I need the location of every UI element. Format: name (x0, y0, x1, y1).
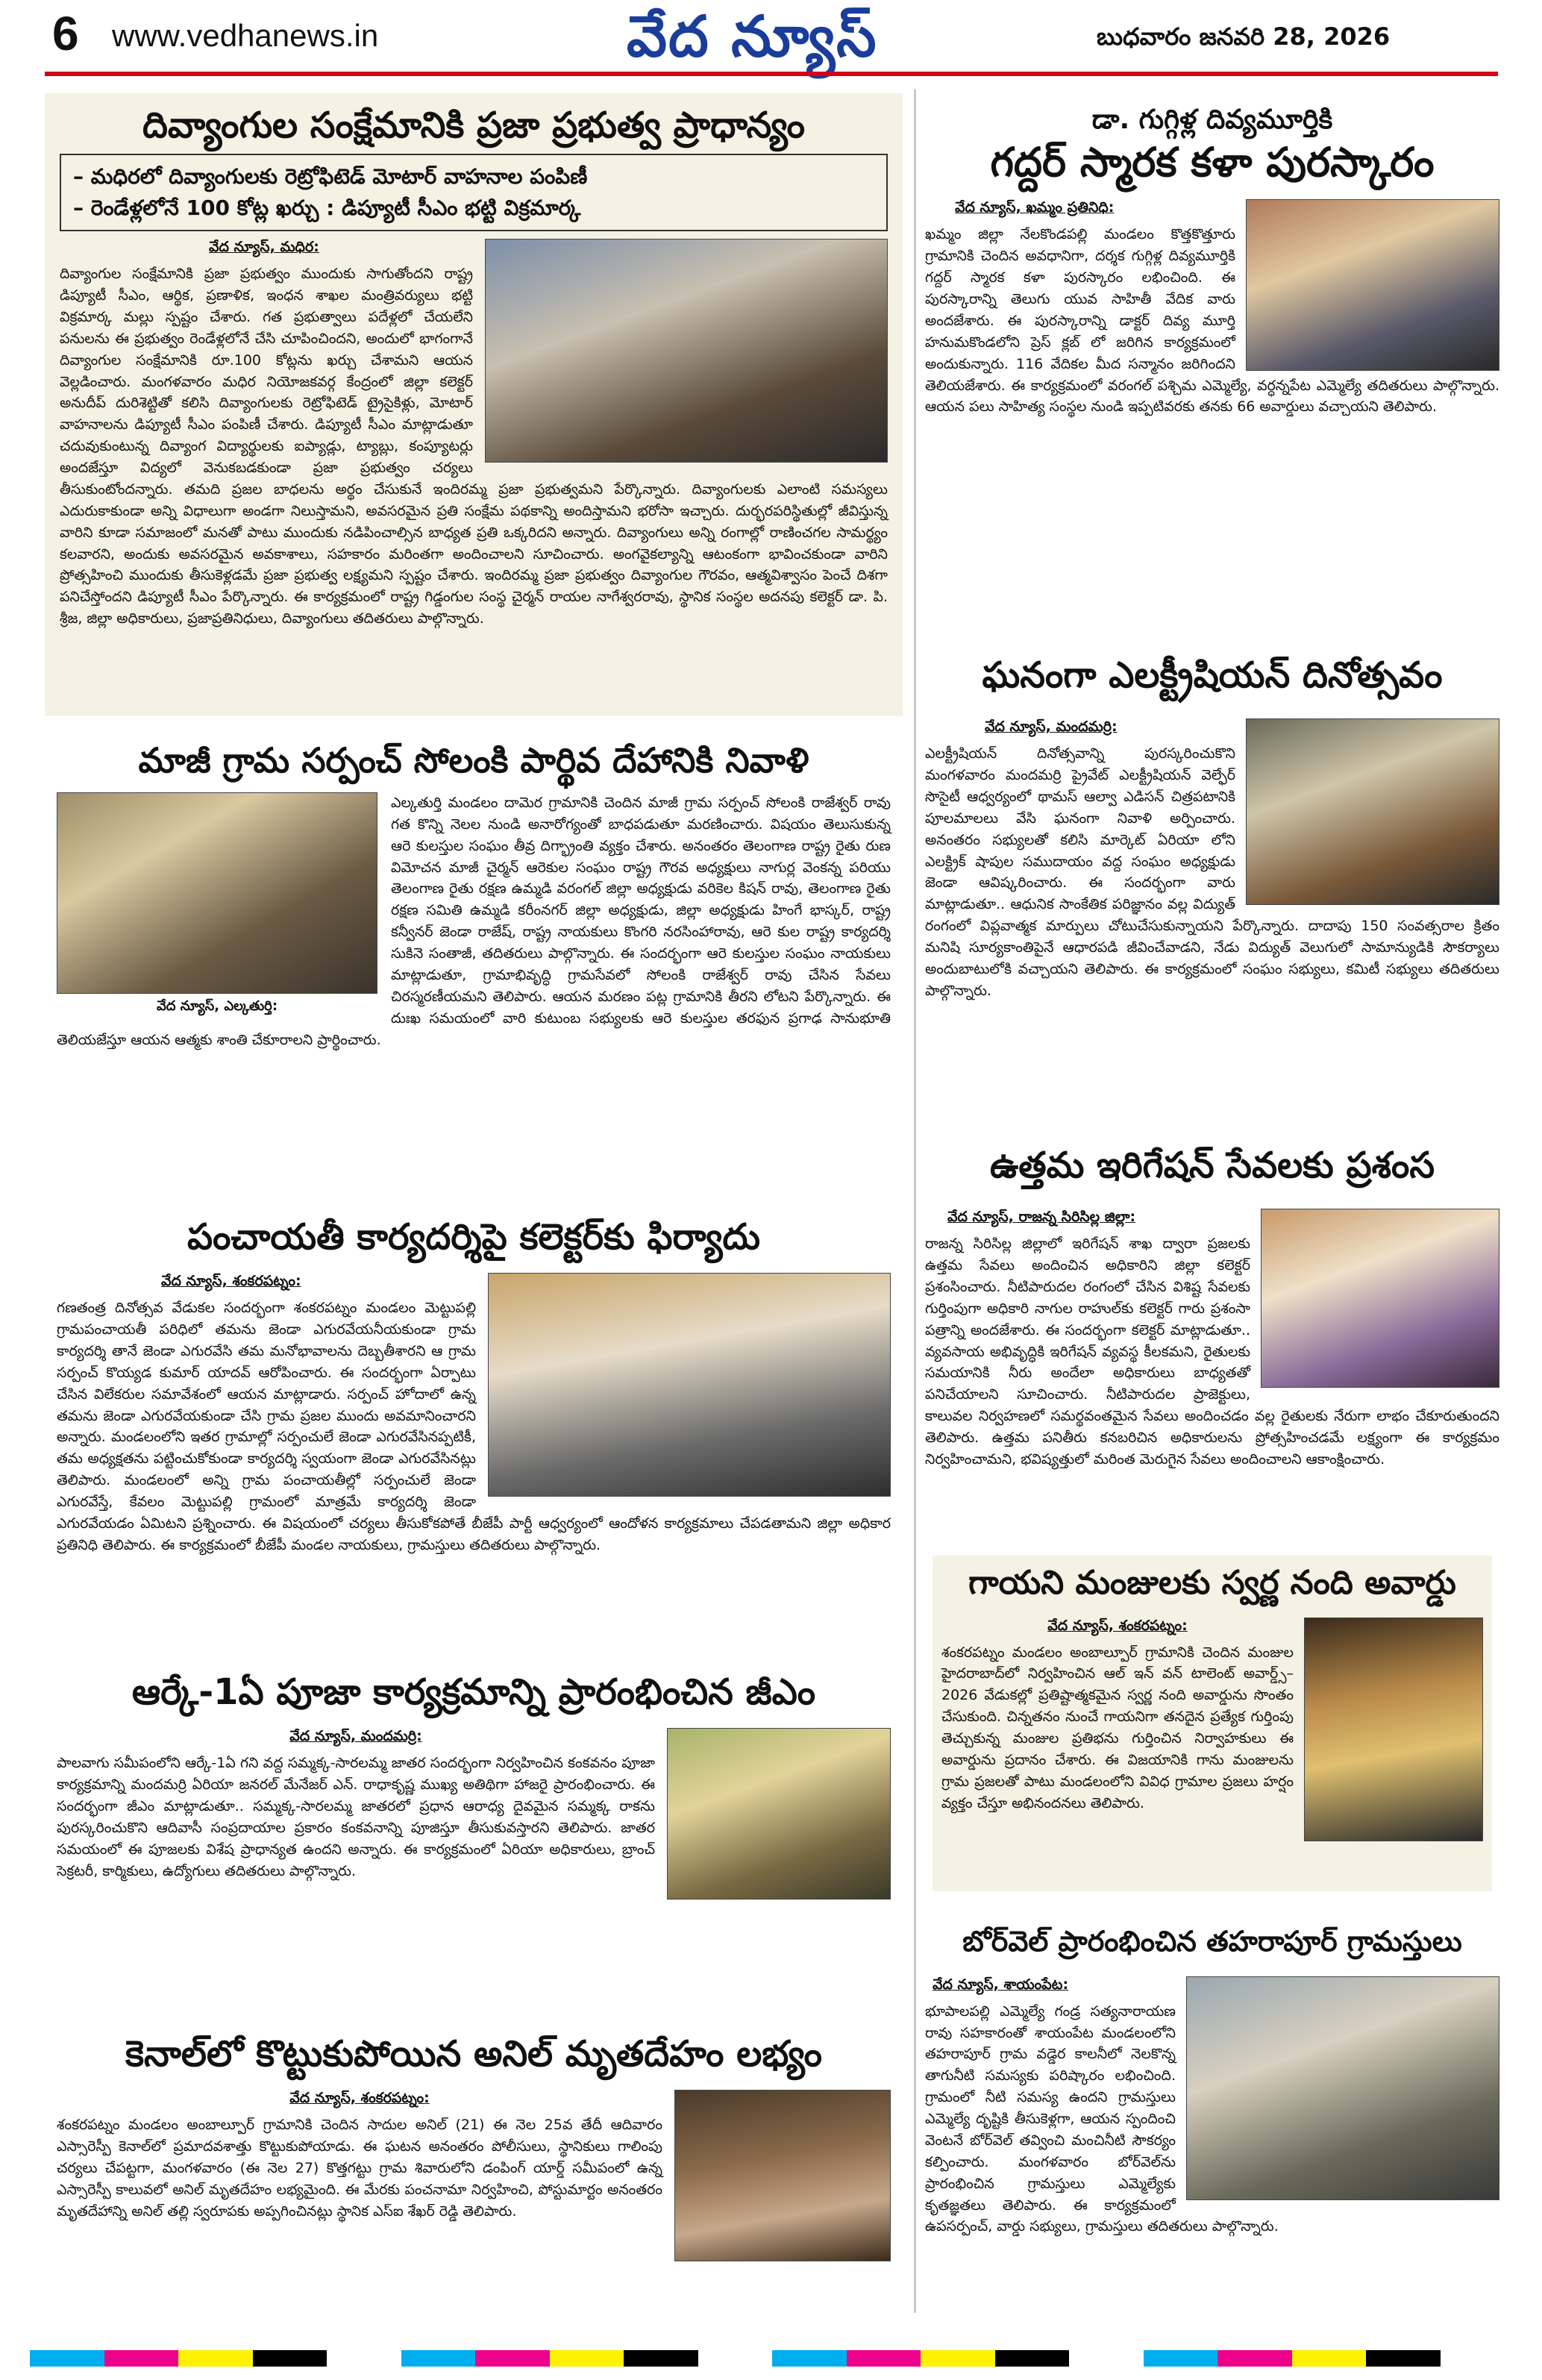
story-headline: బోర్‌వెల్ ప్రారంభించిన తహరాపూర్ గ్రామస్తులు (962, 1925, 1462, 1958)
story-electrician (925, 642, 1499, 1127)
story-photo (1246, 199, 1499, 371)
story-photo (1261, 1209, 1499, 1388)
story-headline: మాజీ గ్రామ సర్పంచ్ సోలంకి పార్థివ దేహానికి నివాళి (138, 740, 809, 780)
photo-caption: వేద న్యూస్, ఎల్కతుర్తి: (156, 998, 278, 1014)
deck-line: – మధిరలో దివ్యాంగులకు రెట్రోఫిటెడ్ మోటార్ వాహనాల పంపిణీ (73, 164, 588, 190)
story-rk1a (45, 1667, 903, 1981)
story-divyangula (45, 93, 903, 716)
story-dateline: వేద న్యూస్, శంకరపట్నం: (161, 1273, 301, 1290)
story-dateline: వేద న్యూస్, శాయంపేట: (933, 1976, 1069, 1993)
story-borewell (925, 1921, 1499, 2343)
story-body: రాజన్న సిరిసిల్ల జిల్లాలో ఇరిగేషన్ శాఖ ద్వారా ప్రజలకు ఉత్తమ సేవలు అందించిన అధికారిని జిల్లా కలెక్టర్ ప్రశంసించారు. నీటిపారుదల రంగంలో చేసిన విశిష్ట సేవలకు గుర్తింపుగా అధికారి నాగుల రాహుల్‌కు కలెక్టర్ గారు ప్రశంసా పత్రాన్ని అందజేశారు. ఈ సందర్భంగా కలెక్టర్ మాట్లాడుతూ.. వ్యవసాయ అభివృద్ధికి ఇరిగేషన్ వ్యవస్థ కీలకమని, రైతులకు సమయానికి నీరు అందేలా అధికారులు బాధ్యతతో పనిచేయాలని సూచించారు. నీటిపారుదల ప్రాజెక్టులు, కాలువల నిర్వహణలో సమర్థవంతమైన సేవలు అందించడం వల్ల రైతులకు నేరుగా లాభం చేకూరుతుందని తెలిపారు. ఉత్తమ పనితీరు కనబరిచిన అధికారులను ప్రోత్సహించడమే లక్ష్యంగా ఈ కార్యక్రమం నిర్వహించామని, భవిష్యత్తులో మరింత మెరుగైన సేవలు అందించాలని ఆకాంక్షించారు. (925, 1236, 1499, 1468)
story-headline: దివ్యాంగుల సంక్షేమానికి ప్రజా ప్రభుత్వ ప్రాధాన్యం (142, 104, 805, 146)
story-dateline: వేద న్యూస్, మందమర్రి: (289, 1728, 422, 1745)
story-gaddar (925, 104, 1499, 619)
story-body: ఎల్కతుర్తి మండలం దామెర గ్రామానికి చెందిన మాజీ గ్రామ సర్పంచ్ సోలంకి రాజేశ్వర్ రావు గత కొన్ని నెలల నుండి అనారోగ్యంతో బాధపడుతూ మరణించారు. విషయం తెలుసుకున్న ఆరె కులస్తుల సంఘం తీవ్ర దిగ్భ్రాంతి వ్యక్తం చేశారు. అనంతరం తెలంగాణ రాష్ట్ర రైతు రుణ విమోచన మాజీ చైర్మన్ ఆరెకుల సంఘం రాష్ట్ర గౌరవ అధ్యక్షులు నాగుర్ల వెంకన్న పరియు తెలంగాణ రైతు రక్షణ ఉమ్మడి వరంగల్ జిల్లా అధ్యక్షుడు వరికెల కిషన్ రావు, తెలంగాణ రైతు రక్షణ సమితి ఉమ్మడి కరీంనగర్ జిల్లా అధ్యక్షుడు, జిల్లా అధ్యక్షుడు హింగే భాస్కర్, రాష్ట్ర కన్వీనర్ జెండా రాజేష్, రాష్ట్ర నాయకులు కొంగరి నరసింహారావు, ఆరె కుల రాష్ట్ర కార్యదర్శి సుకినె సంతాజీ, తదితరులు పాల్గొన్నారు. ఈ సందర్భంగా ఆరె కులస్తుల సంఘం నాయకులు మాట్లాడుతూ, గ్రామాభివృద్ధి గ్రామసేవలో సోలంకి రాజేశ్వర్ రావు చేసిన సేవలు చిరస్మరణీయమని తెలిపారు. ఆయన మరణం పట్ల గ్రామానికి తీరని లోటని పేర్కొన్నారు. ఈ దుఃఖ సమయంలో వారి కుటుంబ సభ్యులకు ఆరె కులస్తుల తరఫున ప్రగాఢ సానుభూతి తెలియజేస్తూ ఆయన ఆత్మకు శాంతి చేకూరాలని ప్రార్థించారు. (57, 794, 891, 1048)
story-panchayathi (45, 1212, 903, 1645)
story-photo (1246, 718, 1499, 905)
color-registration-bar (30, 2350, 1514, 2367)
story-photo (485, 239, 888, 463)
story-headline: పంచాయతీ కార్యదర్శిపై కలెక్టర్‌కు ఫిర్యాదు (187, 1216, 761, 1258)
story-body: ఖమ్మం జిల్లా నేలకొండపల్లి మండలం కొత్తకొత్తూరు గ్రామానికి చెందిన అవధానిగా, దర్శక గుగ్గిళ్ల దివ్యమూర్తికి గద్దర్ స్మారక కళా పురస్కారం లభించింది. ఈ పురస్కారాన్ని తెలుగు యువ సాహితీ వేదిక వారు అందజేశారు. ఈ పురస్కారాన్ని డాక్టర్ దివ్య మూర్తి హనుమకొండలోని ప్రెస్ క్లబ్ లో జరిగిన కార్యక్రమంలో అందుకున్నారు. 116 వేదికల మీద సన్మానం జరిగిందని తెలియజేశారు. ఈ కార్యక్రమంలో వరంగల్ పశ్చిమ ఎమ్మెల్యే, వర్ధన్నపేట ఎమ్మెల్యే తదితరులు పాల్గొన్నారు. ఆయన పలు సాహిత్య సంస్థల నుండి ఇప్పటివరకు తనకు 66 అవార్డులు వచ్చాయని తెలిపారు. (925, 226, 1499, 416)
story-headline: ఘనంగా ఎలక్ట్రీషియన్ దినోత్సవం (982, 654, 1443, 696)
story-photo (1186, 1976, 1499, 2200)
story-irrigation (925, 1138, 1499, 1533)
issue-date: బుధవారం జనవరి 28, 2026 (1097, 22, 1391, 51)
deck-line: – రెండేళ్లలోనే 100 కోట్ల ఖర్చు : డిప్యూటీ సీఎం భట్టి విక్రమార్క (73, 195, 581, 221)
column-divider (914, 90, 916, 2313)
story-headline: గాయని మంజులకు స్వర్ణ నంది అవార్డు (968, 1564, 1456, 1602)
story-body: శంకరపట్నం మండలం అంబాల్పూర్ గ్రామానికి చెందిన మంజుల హైదరాబాద్‌లో నిర్వహించిన ఆల్ ఇన్ వన్ టాలెంట్ అవార్డ్స్–2026 వేడుకల్లో ప్రతిష్టాత్మకమైన స్వర్ణ నంది అవార్డును సొంతం చేసుకుంది. చిన్నతనం నుంచే గాయనిగా తనదైన ప్రత్యేక గుర్తింపు తెచ్చుకున్న మంజుల ప్రతిభను గుర్తించిన నిర్వాహకులు ఈ అవార్డును ప్రదానం చేశారు. ఈ విజయానికి గాను మంజులను గ్రామ ప్రజలతో పాటు మండలంలోని వివిధ గ్రామాల ప్రజలు హర్షం వ్యక్తం చేస్తూ అభినందనలు తెలిపారు. (941, 1644, 1294, 1811)
story-dateline: వేద న్యూస్, శంకరపట్నం: (1047, 1617, 1188, 1634)
story-manjula (933, 1556, 1492, 1891)
story-body: భూపాలపల్లి ఎమ్మెల్యే గండ్ర సత్యనారాయణ రావు సహకారంతో శాయంపేట మండలంలోని తహరాపూర్ గ్రామ వడ్డెర కాలనీలో నెలకొన్న తాగునీటి సమస్యకు పరిష్కారం లభించింది. గ్రామంలో నీటి సమస్య ఉందని గ్రామస్తులు ఎమ్మెల్యే దృష్టికి తీసుకెళ్లగా, ఆయన స్పందించి వెంటనే బోర్‌వెల్ తవ్వించి మంచినీటి సౌకర్యం కల్పించారు. మంగళవారం బోర్‌వెల్‌ను ప్రారంభించిన గ్రామస్తులు ఎమ్మెల్యేకు కృతజ్ఞతలు తెలిపారు. ఈ కార్యక్రమంలో ఉపసర్పంచ్, వార్డు సభ్యులు, గ్రామస్తులు తదితరులు పాల్గొన్నారు. (925, 2002, 1279, 2235)
page-number: 6 (52, 7, 79, 60)
story-photo (1304, 1618, 1483, 1841)
story-body: గణతంత్ర దినోత్సవ వేడుకల సందర్భంగా శంకరపట్నం మండలం మెట్టుపల్లి గ్రామపంచాయతీ పరిధిలో తమను జెండా ఎగురవేయనీయకుండా గ్రామ కార్యదర్శి తానే జెండా ఎగురవేసి తమ మనోభావాలను దెబ్బతీశారని ఆ గ్రామ సర్పంచ్ కొయ్యడ కుమార్ యాదవ్ ఆరోపించారు. ఈ సందర్భంగా ఏర్పాటు చేసిన విలేకరుల సమావేశంలో ఆయన మాట్లాడారు. సర్పంచ్ హోదాలో ఉన్న తమను జెండా ఎగురవేయకుండా చేసి గ్రామ ప్రజల ముందు అవమానించారని అన్నారు. మండలంలోని ఇతర గ్రామాల్లో సర్పంచులే జెండా ఎగురవేసినప్పటికీ, తమ అధ్యక్షతను పట్టించుకోకుండా కార్యదర్శి స్వయంగా జెండా ఎగురవేసినట్లు తెలిపారు. మండలంలో అన్ని గ్రామ పంచాయతీల్లో సర్పంచులే జెండా ఎగురవేస్తే, కేవలం మెట్టుపల్లి గ్రామంలో మాత్రమే కార్యదర్శి జెండా ఎగురవేయడం ఏమిటని ప్రశ్నించారు. ఈ విషయంలో చర్యలు తీసుకోకపోతే బీజేపీ పార్టీ ఆధ్వర్యంలో ఆందోళన కార్యక్రమాలు చేపడతామని జిల్లా అధికార ప్రతినిధి తెలిపారు. ఈ కార్యక్రమంలో బీజేపీ మండల నాయకులు, గ్రామస్తులు తదితరులు పాల్గొన్నారు. (57, 1300, 891, 1553)
story-photo (674, 2090, 891, 2261)
story-body: పాలవాగు సమీపంలోని ఆర్కే-1ఏ గని వద్ద సమ్మక్క-సారలమ్మ జాతర సందర్భంగా నిర్వహించిన కంకవనం పూజా కార్యక్రమాన్ని మందమర్రి ఏరియా జనరల్ మేనేజర్ ఎన్. రాధాకృష్ణ ముఖ్య అతిథిగా హాజరై ప్రారంభించారు. ఈ సందర్భంగా జీఎం మాట్లాడుతూ.. సమ్మక్క-సారలమ్మ జాతరలో ప్రధాన ఆరాధ్య దైవమైన సమ్మక్క రాకను పురస్కరించుకొని ఆదివాసీ సంప్రదాయాల ప్రకారం కంకవనాన్ని పూజిస్తూ తీసుకువస్తారని తెలిపారు. జాతర సమయంలో ఈ పూజలకు విశేష ప్రాధాన్యత ఉందని అన్నారు. ఈ కార్యక్రమంలో ఏరియా అధికారులు, బ్రాంచ్ సెక్రటరీ, కార్మికులు, ఉద్యోగులు తదితరులు పాల్గొన్నారు. (57, 1755, 655, 1879)
story-headline: కెనాల్‌లో కొట్టుకుపోయిన అనిల్ మృతదేహం లభ్యం (125, 2033, 822, 2075)
story-body: దివ్యాంగుల సంక్షేమానికి ప్రజా ప్రభుత్వం ముందుకు సాగుతోందని రాష్ట్ర డిప్యూటీ సీఎం, ఆర్థిక, ప్రణాళిక, ఇంధన శాఖల మంత్రివర్యులు భట్టి విక్రమార్క మల్లు స్పష్టం చేశారు. గత ప్రభుత్వాలు పదేళ్లలో చేయలేని పనులను ఈ ప్రభుత్వం రెండేళ్లలోనే చేసి చూపించిందని, అందులో భాగంగానే దివ్యాంగుల సంక్షేమానికి రూ.100 కోట్లను ఖర్చు చేశామని ఆయన వెల్లడించారు. మంగళవారం మధిర నియోజకవర్గ కేంద్రంలో జిల్లా కలెక్టర్ అనుదీప్ దురిశెట్టితో కలిసి దివ్యాంగులకు రెట్రోఫిటెడ్ ట్రైసైకిళ్లు, మోటార్ వాహనాలను డిప్యూటీ సీఎం పంపిణీ చేశారు. డిప్యూటీ సీఎం మాట్లాడుతూ చదువుకుంటున్న దివ్యాంగ విద్యార్థులకు ఐప్యాడ్లు, ట్యాబ్లు, కంప్యూటర్లు అందజేస్తూ విద్యలో వెనుకబడకుండా ప్రజా ప్రభుత్వం చర్యలు తీసుకుంటోందన్నారు. తమది ప్రజల బాధలను అర్థం చేసుకునే ఇందిరమ్మ ప్రజా ప్రభుత్వమని పేర్కొన్నారు. దివ్యాంగులకు ఎలాంటి సమస్యలు ఎదురుకాకుండా అన్ని విధాలుగా అండగా నిలుస్తామని, అవసరమైన ప్రతి సంక్షేమ పథకాన్ని అందిస్తామని భరోసా ఇచ్చారు. దుర్భరపరిస్థితుల్లో జీవిస్తున్న వారిని కూడా సమాజంలో మనతో పాటు ముందుకు నడిపించాల్సిన బాధ్యత ప్రతి ఒక్కరిదని అన్నారు. దివ్యాంగులు అన్ని రంగాల్లో రాణించగల సామర్థ్యం కలవారని, అందుకు అవసరమైన అవకాశాలు, సహకారం మరింతగా అందించాలని సూచించారు. అంగవైకల్యాన్ని ఆటంకంగా భావించకుండా వారిని ప్రోత్సహించి ముందుకు తీసుకెళ్లడమే ప్రజా ప్రభుత్వ లక్ష్యమని స్పష్టం చేశారు. ఇందిరమ్మ ప్రజా ప్రభుత్వం దివ్యాంగుల గౌరవం, ఆత్మవిశ్వాసం పెంచే దిశగా పనిచేస్తోందని డిప్యూటీ సీఎం పేర్కొన్నారు. ఈ కార్యక్రమంలో రాష్ట్ర గిడ్డంగుల సంస్థ చైర్మన్ రాయల నాగేశ్వరరావు, స్థానిక సంస్థల అదనపు కలెక్టర్ డా. పి. శ్రీజ, జిల్లా అధికారులు, ప్రజాప్రతినిధులు, దివ్యాంగులు తదితరులు పాల్గొన్నారు. (60, 266, 888, 627)
story-photo (667, 1728, 891, 1900)
story-deck (60, 154, 888, 231)
story-dateline: వేద న్యూస్, రాజన్న సిరిసిల్ల జిల్లా: (947, 1209, 1136, 1226)
paper-logo: వేద న్యూస్ (627, 3, 878, 69)
story-canal (45, 2029, 903, 2343)
masthead (0, 0, 1542, 75)
story-dateline: వేద న్యూస్, మందమర్రి: (985, 718, 1118, 736)
website-url[interactable]: www.vedhanews.in (112, 18, 379, 53)
photo-block (57, 792, 377, 1021)
masthead-rule (45, 72, 1498, 76)
story-photo (57, 792, 377, 994)
story-headline: గద్దర్ స్మారక కళా పురస్కారం (990, 139, 1435, 187)
story-body: శంకరపట్నం మండలం అంబాల్పూర్ గ్రామానికి చెందిన సాదుల అనిల్ (21) ఈ నెల 25వ తేదీ ఆదివారం ఎస్సారెస్పీ కెనాల్‌లో ప్రమాదవశాత్తు కొట్టుకుపోయాడు. ఈ ఘటన అనంతరం పోలీసులు, స్థానికులు గాలింపు చర్యలు చేపట్టగా, మంగళవారం (ఈ నెల 27) కొత్తగట్టు గ్రామ శివారులోని డంపింగ్ యార్డ్ సమీపంలో ఉన్న ఎస్సారెస్పీ కాలువలో అనిల్ మృతదేహం లభ్యమైంది. ఈ మేరకు పంచనామా నిర్వహించి, పోస్టుమార్టం అనంతరం మృతదేహాన్ని అనిల్ తల్లి స్వరూపకు అప్పగించినట్లు స్థానిక ఎస్ఐ శేఖర్ రెడ్డి తెలిపారు. (57, 2117, 662, 2220)
story-headline: ఉత్తమ ఇరిగేషన్ సేవలకు ప్రశంస (989, 1144, 1435, 1186)
story-photo (488, 1273, 891, 1497)
story-solanki (45, 735, 903, 1183)
story-dateline: వేద న్యూస్, మధిర: (209, 239, 319, 256)
story-kicker: డా. గుగ్గిళ్ల దివ్యమూర్తికి (1091, 104, 1333, 135)
story-body: ఎలక్ట్రీషియన్ దినోత్సవాన్ని పురస్కరించుకొని మంగళవారం మందమర్రి ప్రైవేట్ ఎలక్ట్రీషియన్ వెల్ఫేర్ సొసైటీ ఆధ్వర్యంలో థామస్ ఆల్వా ఎడిసన్ చిత్రపటానికి పూలమాలలు వేసి ఘనంగా నివాళి అర్పించారు. అనంతరం సభ్యులతో కలిసి మార్కెట్ ఏరియా లోని ఎలక్ట్రిక్ షాపుల సముదాయం వద్ద సంఘం అధ్యక్షుడు జెండా ఆవిష్కరించారు. ఈ సందర్భంగా వారు మాట్లాడుతూ.. ఆధునిక సాంకేతిక పరిజ్ఞానం వల్ల విద్యుత్ రంగంలో విప్లవాత్మక మార్పులు చోటుచేసుకున్నాయని పేర్కొన్నారు. దాదాపు 150 సంవత్సరాల క్రితం మనిషి సూర్యకాంతిపైనే ఆధారపడి జీవించేవాడని, నేడు విద్యుత్ వెలుగులో సామాన్యుడికి సౌకర్యాలు అందుబాటులోకి వచ్చాయని తెలిపారు. ఈ కార్యక్రమంలో సంఘం సభ్యులు, కమిటీ సభ్యులు తదితరులు పాల్గొన్నారు. (925, 745, 1499, 999)
story-dateline: వేద న్యూస్, శంకరపట్నం: (289, 2090, 430, 2107)
story-headline: ఆర్కే-1ఏ పూజా కార్యక్రమాన్ని ప్రారంభించిన జీఎం (131, 1671, 816, 1713)
story-dateline: వేద న్యూస్, ఖమ్మం ప్రతినిధి: (955, 199, 1115, 216)
